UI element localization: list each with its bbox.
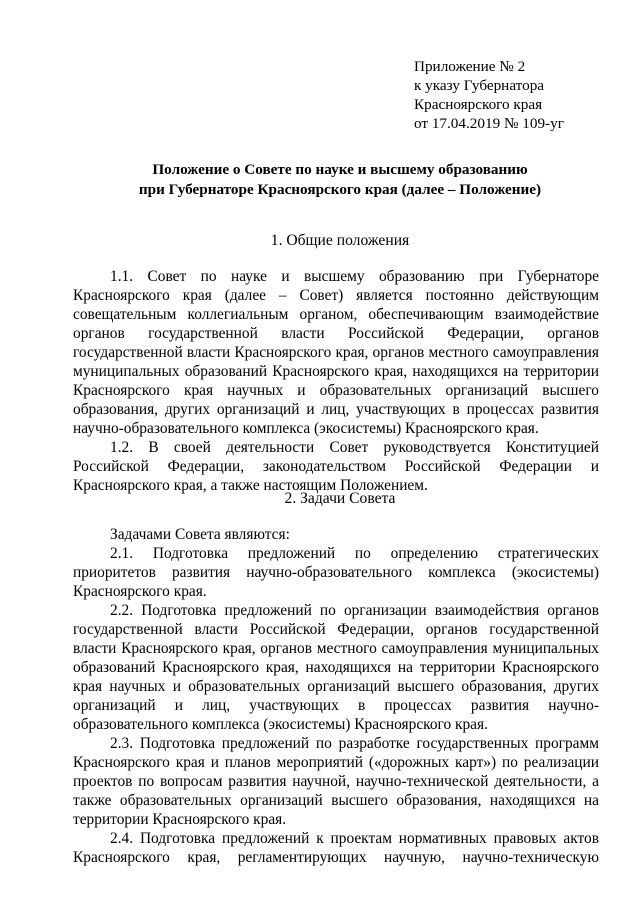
paragraph-1-2: 1.2. В своей деятельности Совет руководствуется Конституцией Российской Федерации, законодательством Российской Федерации и Красноярского края, а также настоящим Положением. bbox=[73, 439, 599, 494]
document-title-line-1: Положение о Совете по науке и высшему образованию bbox=[152, 161, 528, 178]
paragraph-2-1: 2.1. Подготовка предложений по определению стратегических приоритетов развития научно-образовательного комплекса (экосистемы) Красноярского края. bbox=[73, 545, 599, 600]
appendix-date-number: от 17.04.2019 № 109-уг bbox=[414, 115, 564, 132]
section-2-body bbox=[73, 525, 599, 867]
section-2-heading: 2. Задачи Совета bbox=[284, 490, 396, 507]
paragraph-2-4: 2.4. Подготовка предложений к проектам нормативных правовых актов Красноярского края, регламентирующих научную, научно-техническую bbox=[73, 830, 599, 866]
appendix-block bbox=[414, 57, 564, 133]
document-title-line-2: при Губернаторе Красноярского края (далее – Положение) bbox=[138, 181, 542, 198]
section-1-body bbox=[73, 267, 599, 495]
appendix-region: Красноярского края bbox=[414, 96, 543, 113]
appendix-number: Приложение № 2 bbox=[414, 58, 526, 75]
appendix-decree-ref: к указу Губернатора bbox=[414, 77, 545, 94]
section-1-heading: 1. Общие положения bbox=[270, 232, 410, 249]
section-2-intro: Задачами Совета являются: bbox=[110, 526, 290, 543]
paragraph-1-1: 1.1. Совет по науке и высшему образованию при Губернаторе Красноярского края (далее – Совет) является постоянно действующим совещательным коллегиальным органом, обеспечивающим взаимодействие органов государственной власти Российской Федерации, органов государственной власти Красноярского края, органов местного самоуправления муниципальных образований Красноярского края, находящихся на территории Красноярского края научных и образовательных организаций высшего образования, других организаций и лиц, участвующих в процессах развития научно-образовательного комплекса (экосистемы) Красноярского края. bbox=[73, 268, 599, 437]
paragraph-2-2: 2.2. Подготовка предложений по организации взаимодействия органов государственной власти Российской Федерации, органов государственной власти Красноярского края, органов местного самоуправления муниципальных образований Красноярского края, находящихся на территории Красноярского края научных и образовательных организаций высшего образования, других организаций и лиц, участвующих в процессах развития научно-образовательного комплекса (экосистемы) Красноярского края. bbox=[73, 602, 599, 733]
document-title bbox=[60, 160, 620, 200]
paragraph-2-3: 2.3. Подготовка предложений по разработке государственных программ Красноярского края и планов мероприятий («дорожных карт») по реализации проектов по вопросам развития научной, научно-технической деятельности, а также образовательных организаций высшего образования, находящихся на территории Красноярского края. bbox=[73, 735, 599, 828]
